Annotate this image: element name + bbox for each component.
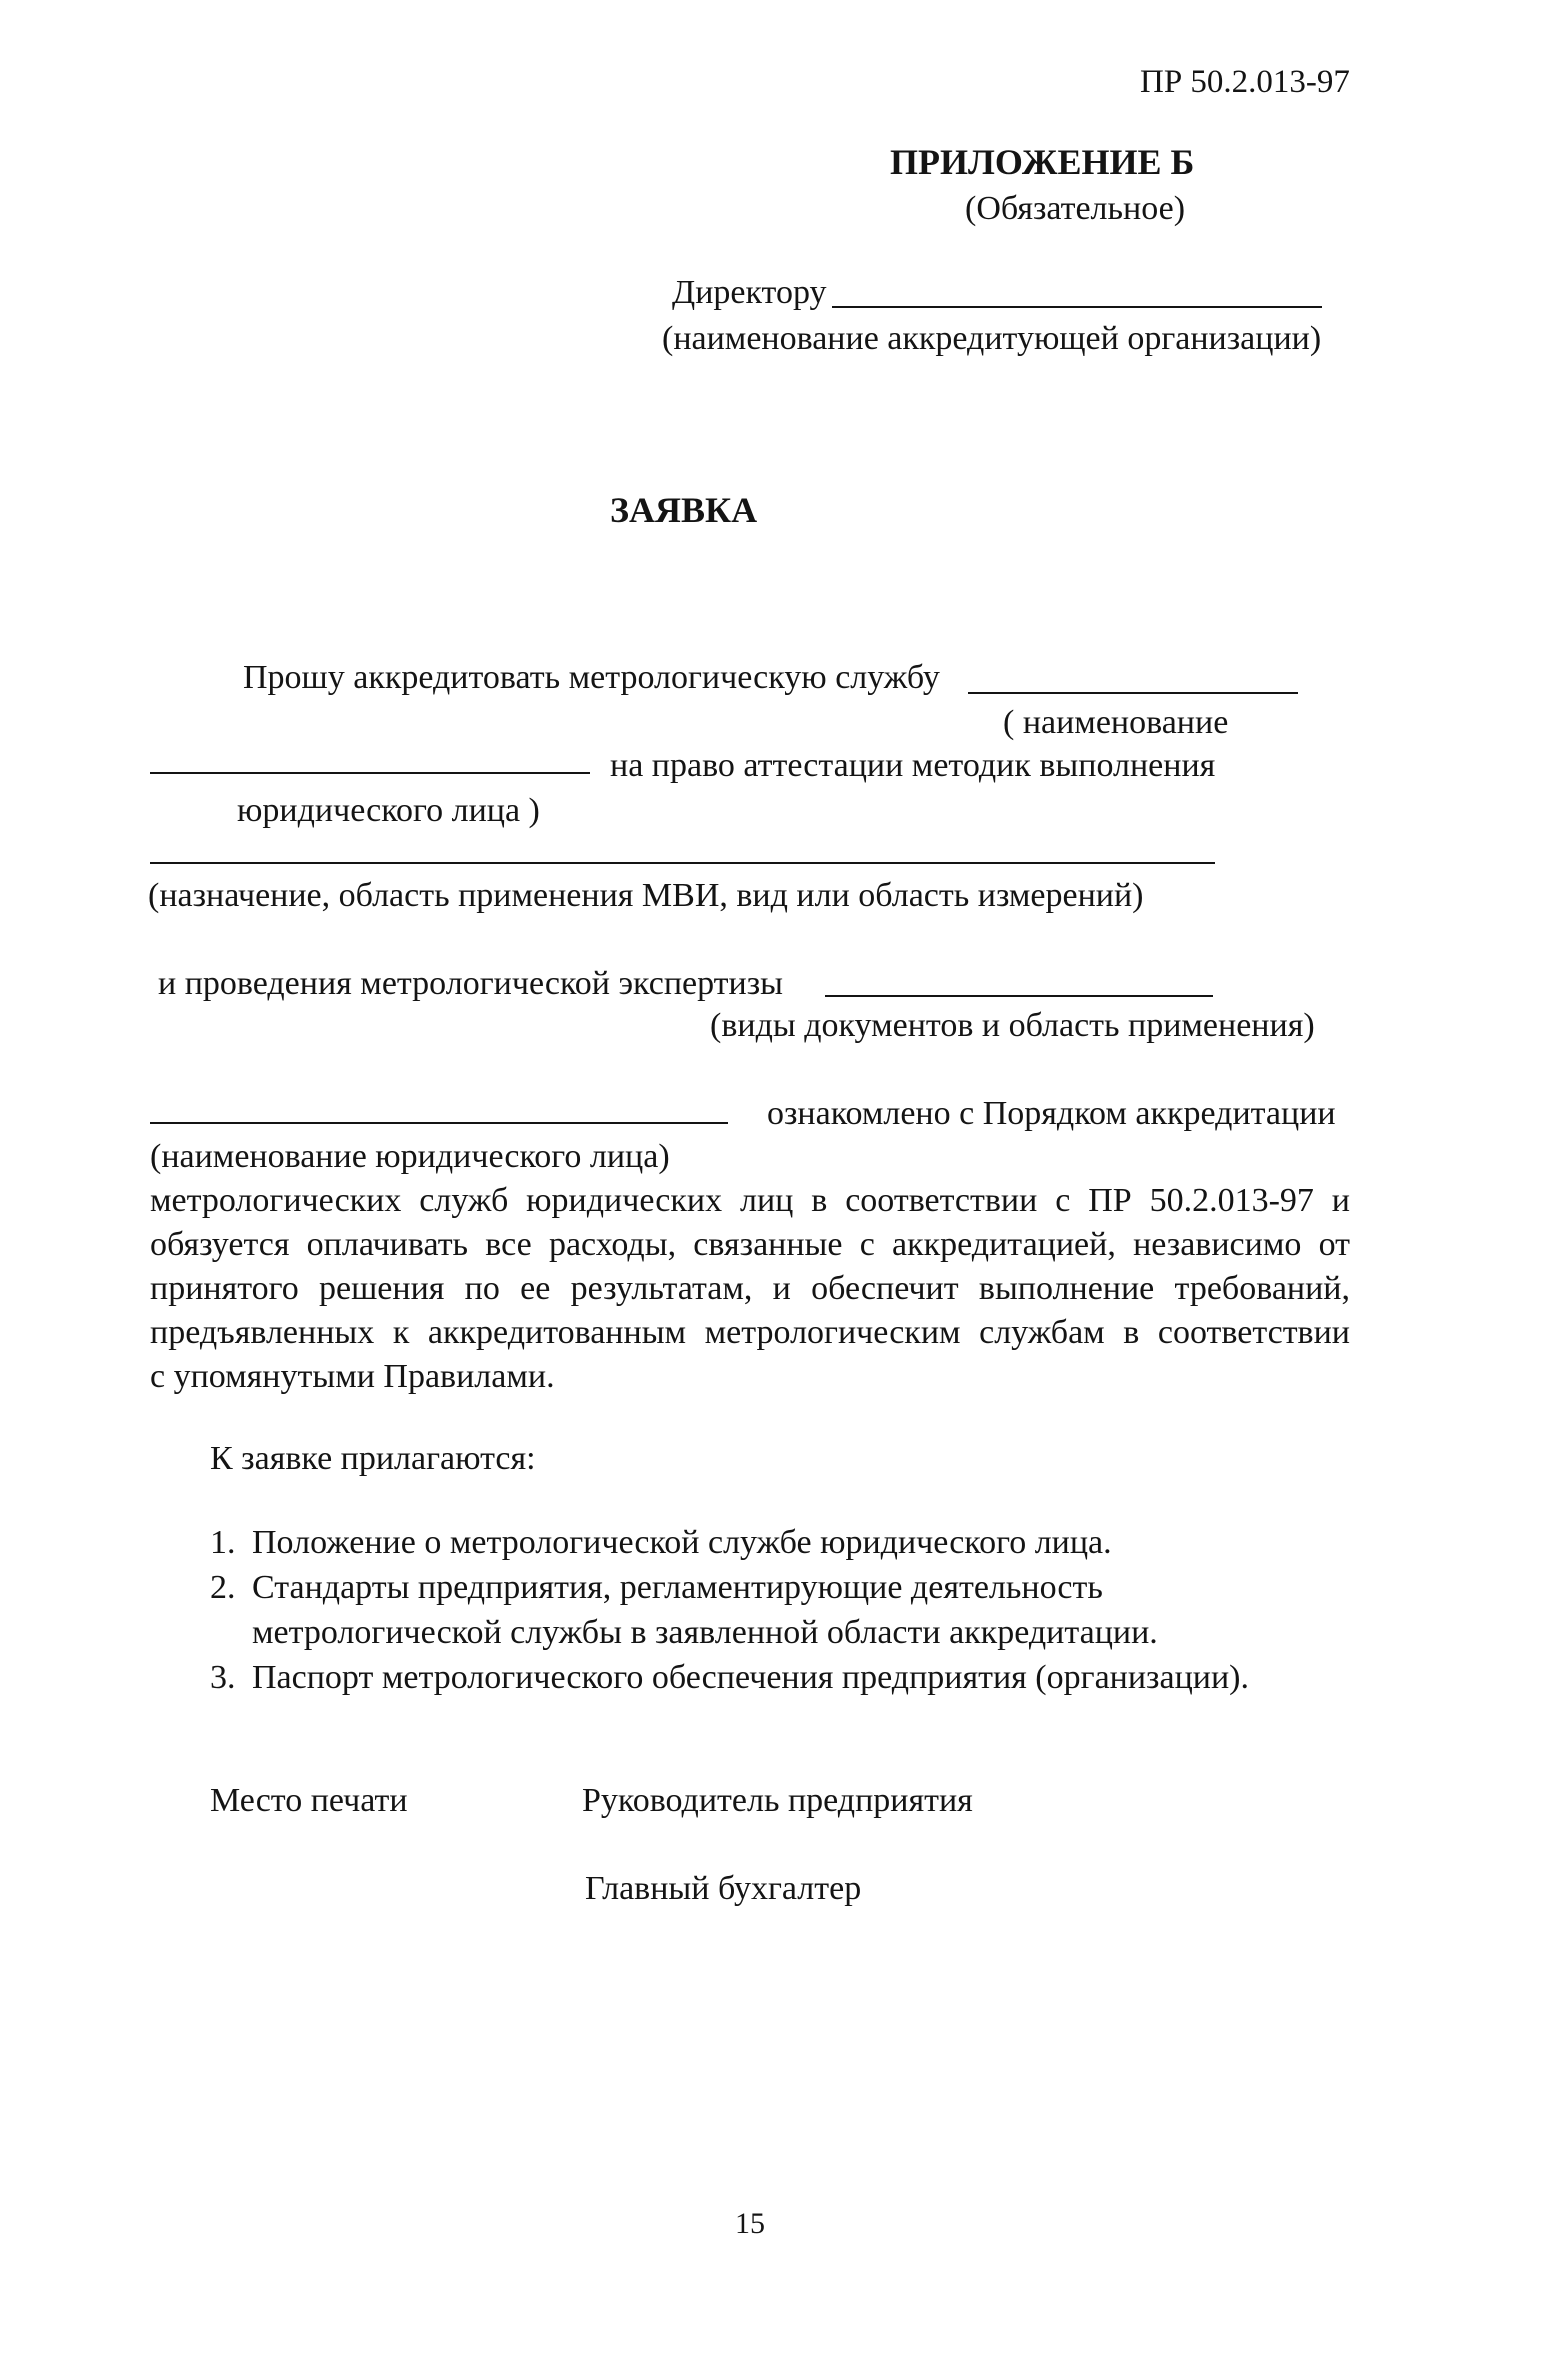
attachment-text-1: Положение о метрологической службе юридического лица. xyxy=(252,1524,1112,1561)
body-line-5: с упомянутыми Правилами. xyxy=(150,1358,555,1395)
body-line-1: метрологических служб юридических лиц в соответствии с ПР 50.2.013-97 и xyxy=(150,1182,1350,1219)
attachment-number-1: 1. xyxy=(210,1524,236,1561)
appendix-subtitle: (Обязательное) xyxy=(965,190,1186,227)
attachment-number-2: 2. xyxy=(210,1569,236,1606)
attachment-text-2: Стандарты предприятия, регламентирующие деятельность xyxy=(252,1569,1103,1606)
addressee-blank-line xyxy=(832,306,1322,308)
document-code: ПР 50.2.013-97 xyxy=(1140,64,1350,100)
request-line-1: Прошу аккредитовать метрологическую службу xyxy=(243,659,940,696)
accountant-signature-label: Главный бухгалтер xyxy=(585,1870,862,1907)
request-caption-5: (наименование юридического лица) xyxy=(150,1138,670,1175)
mvi-blank-line xyxy=(150,862,1215,864)
entity-name-blank-line xyxy=(150,1122,728,1124)
request-line-2: на право аттестации методик выполнения xyxy=(610,747,1216,784)
document-title: ЗАЯВКА xyxy=(610,490,758,530)
request-caption-1: ( наименование xyxy=(1003,704,1229,741)
appendix-title: ПРИЛОЖЕНИЕ Б xyxy=(890,142,1195,182)
addressee-label: Директору xyxy=(672,274,827,311)
service-blank-line xyxy=(968,692,1298,694)
request-caption-2: юридического лица ) xyxy=(237,792,540,829)
expertise-blank-line xyxy=(825,995,1213,997)
attachments-heading: К заявке прилагаются: xyxy=(210,1440,536,1477)
entity-blank-line xyxy=(150,772,590,774)
attachment-text-3: Паспорт метрологического обеспечения предприятия (организации). xyxy=(252,1659,1249,1696)
attachment-text-2-cont: метрологической службы в заявленной области аккредитации. xyxy=(252,1614,1158,1651)
director-signature-label: Руководитель предприятия xyxy=(582,1782,973,1819)
addressee-caption: (наименование аккредитующей организации) xyxy=(662,320,1322,357)
request-line-5: ознакомлено с Порядком аккредитации xyxy=(767,1095,1336,1132)
page-number: 15 xyxy=(735,2207,765,2240)
stamp-place-label: Место печати xyxy=(210,1782,408,1819)
request-caption-4: (виды документов и область применения) xyxy=(710,1007,1315,1044)
body-line-2: обязуется оплачивать все расходы, связанные с аккредитацией, независимо от xyxy=(150,1226,1350,1263)
request-line-4: и проведения метрологической экспертизы xyxy=(158,965,783,1002)
body-line-3: принятого решения по ее результатам, и обеспечит выполнение требований, xyxy=(150,1270,1350,1307)
request-caption-3: (назначение, область применения МВИ, вид или область измерений) xyxy=(148,877,1144,914)
body-line-4: предъявленных к аккредитованным метрологическим службам в соответствии xyxy=(150,1314,1350,1351)
attachment-number-3: 3. xyxy=(210,1659,236,1696)
